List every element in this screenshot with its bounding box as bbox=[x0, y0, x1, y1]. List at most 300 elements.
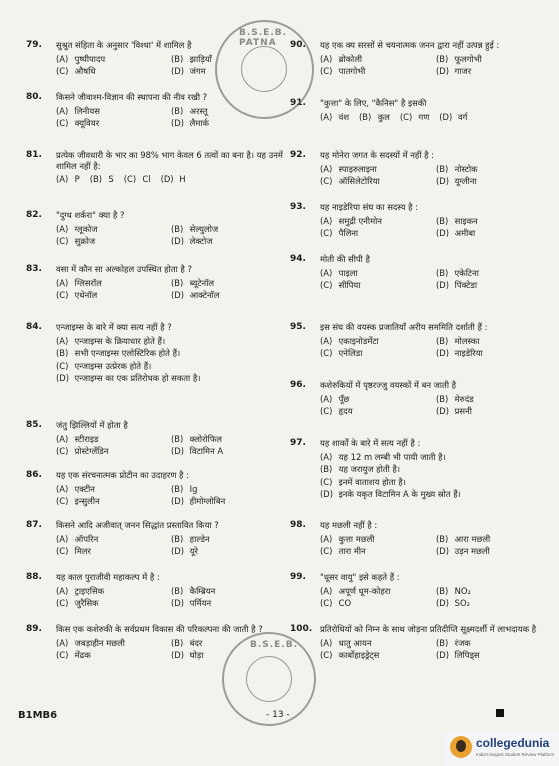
question-number: 91. bbox=[290, 98, 306, 108]
option-item bbox=[161, 174, 186, 185]
option-item bbox=[320, 268, 436, 279]
option-text: आक्टेनॉल bbox=[189, 290, 220, 300]
option-text: पूँछ bbox=[338, 393, 350, 404]
options-list bbox=[56, 484, 286, 507]
question-text: प्रतिरोधियों को निम्न के साथ जोड़ना प्रतिदीप्ति सूक्ष्मदर्शी में लाभदायक है bbox=[320, 624, 537, 634]
question-number: 80. bbox=[26, 92, 42, 102]
option-letter: (C) bbox=[320, 546, 333, 556]
option-item bbox=[436, 54, 552, 65]
option-letter: (D) bbox=[171, 598, 184, 608]
option-text: धातु आयन bbox=[338, 637, 372, 648]
option-text: क्लोरोफिल bbox=[189, 433, 222, 444]
option-text: हीमोग्लोबिन bbox=[189, 496, 226, 506]
option-item bbox=[171, 118, 286, 129]
option-letter: (C) bbox=[56, 496, 69, 506]
option-letter: (D) bbox=[436, 176, 449, 186]
option-item bbox=[56, 496, 171, 507]
option-item bbox=[320, 216, 436, 227]
option-letter: (C) bbox=[56, 236, 69, 246]
option-text: H bbox=[179, 174, 186, 184]
question-body bbox=[320, 322, 552, 359]
option-text: हृदय bbox=[338, 406, 353, 416]
question-body bbox=[56, 420, 286, 457]
option-item bbox=[320, 228, 436, 239]
graduate-icon bbox=[450, 736, 472, 758]
question-text: यह काल पुराजीवी महाकल्प में है : bbox=[56, 572, 160, 582]
option-text: आरा मछली bbox=[454, 533, 491, 544]
question-body bbox=[56, 150, 286, 185]
option-text: यह 12 m लम्बी भी पायी जाती है। bbox=[338, 451, 446, 462]
question-number: 84. bbox=[26, 322, 42, 332]
option-letter: (B) bbox=[320, 464, 333, 474]
option-text: वंश bbox=[338, 111, 350, 122]
option-item bbox=[171, 236, 286, 247]
option-item bbox=[56, 224, 171, 235]
option-text: इनमें वाताशय होता है। bbox=[338, 476, 406, 487]
option-letter: (C) bbox=[56, 446, 69, 456]
option-letter: (B) bbox=[436, 585, 449, 596]
option-text: लिपिड्स bbox=[454, 650, 480, 660]
options-list bbox=[56, 534, 286, 557]
option-text: रंजक bbox=[454, 637, 471, 648]
question-body bbox=[320, 520, 552, 557]
option-text: मिलर bbox=[74, 546, 91, 556]
option-letter: (B) bbox=[171, 483, 184, 494]
option-text: यूरे bbox=[189, 546, 198, 556]
option-letter: (B) bbox=[436, 393, 449, 404]
option-item bbox=[56, 54, 171, 65]
option-item bbox=[436, 66, 552, 77]
option-text: NO₂ bbox=[454, 585, 471, 596]
option-letter: (D) bbox=[171, 66, 184, 76]
option-letter: (B) bbox=[436, 53, 449, 64]
option-text: एन्जाइम्स के क्रियाधार होते हैं। bbox=[74, 335, 166, 346]
question-item bbox=[290, 438, 552, 500]
option-letter: (B) bbox=[359, 111, 372, 122]
question-text: यह मछली नहीं है : bbox=[320, 520, 378, 530]
question-item bbox=[290, 520, 552, 557]
square-mark-icon bbox=[496, 709, 504, 717]
option-item bbox=[56, 290, 171, 301]
option-letter: (A) bbox=[320, 215, 333, 226]
question-text: मोती की सीपी है bbox=[320, 254, 370, 264]
option-letter: (C) bbox=[399, 111, 413, 122]
option-letter: (C) bbox=[56, 546, 69, 556]
question-item bbox=[290, 572, 552, 609]
option-letter: (A) bbox=[320, 533, 333, 544]
option-letter: (D) bbox=[320, 489, 333, 499]
option-item bbox=[436, 638, 552, 649]
options-list bbox=[320, 164, 552, 187]
options-list bbox=[320, 534, 552, 557]
option-text: ग्लूकोज bbox=[74, 223, 98, 234]
option-text: स्टीराइड bbox=[74, 433, 99, 444]
option-text: साइकन bbox=[454, 215, 478, 226]
option-letter: (D) bbox=[436, 228, 449, 238]
question-text: "कुत्ता" के लिए, "कैनिस" है इसकी bbox=[320, 98, 427, 108]
question-body bbox=[56, 322, 286, 384]
option-letter: (D) bbox=[436, 546, 449, 556]
option-text: औषधि bbox=[74, 66, 96, 76]
option-text: ग्लिसरॉल bbox=[74, 277, 102, 288]
option-letter: (D) bbox=[171, 496, 184, 506]
option-letter: (B) bbox=[171, 637, 184, 648]
question-item bbox=[26, 322, 286, 384]
option-item bbox=[320, 54, 436, 65]
question-text: "दुग्ध शर्करा" क्या है ? bbox=[56, 210, 125, 220]
option-text: लिनीयस bbox=[74, 105, 100, 116]
question-number: 83. bbox=[26, 264, 42, 274]
option-item bbox=[436, 280, 552, 291]
question-body bbox=[320, 98, 552, 122]
option-text: ब्रोकोली bbox=[338, 53, 363, 64]
option-text: वर्ग bbox=[457, 111, 468, 122]
option-letter: (C) bbox=[123, 174, 137, 184]
question-item bbox=[26, 420, 286, 457]
question-text: किसने जीवाश्म-विज्ञान की स्थापना की नीव रखी ? bbox=[56, 92, 208, 102]
option-item bbox=[56, 373, 286, 384]
stamp-text-bottom: B.S.E.B. bbox=[250, 640, 299, 650]
question-number: 90. bbox=[290, 40, 306, 50]
question-number: 100. bbox=[290, 624, 313, 634]
option-item bbox=[171, 278, 286, 289]
option-letter: (B) bbox=[171, 585, 184, 596]
question-body bbox=[56, 572, 286, 609]
question-item bbox=[290, 380, 552, 417]
question-text: यह शार्कों के बारे में सत्य नहीं है : bbox=[320, 438, 421, 448]
option-letter: (A) bbox=[56, 533, 69, 544]
options-list bbox=[56, 224, 286, 247]
question-item bbox=[26, 264, 286, 301]
option-item bbox=[400, 112, 429, 123]
option-item bbox=[320, 477, 552, 488]
option-item bbox=[436, 176, 552, 187]
option-letter: (D) bbox=[436, 406, 449, 416]
option-item bbox=[320, 489, 552, 500]
options-list bbox=[56, 336, 286, 384]
question-text: "धूसर वायु" इसे कहते हैं : bbox=[320, 572, 400, 582]
option-letter: (D) bbox=[171, 650, 184, 660]
option-letter: (A) bbox=[320, 267, 333, 278]
option-item bbox=[320, 112, 349, 123]
option-letter: (D) bbox=[436, 650, 449, 660]
question-item bbox=[290, 254, 552, 291]
question-number: 88. bbox=[26, 572, 42, 582]
option-letter: (C) bbox=[320, 280, 333, 290]
option-text: एन्जाइम्स का एक प्रतिरोधक हो सकता है। bbox=[74, 373, 201, 383]
option-letter: (C) bbox=[56, 650, 69, 660]
option-letter: (D) bbox=[56, 373, 69, 383]
question-item bbox=[290, 40, 552, 77]
collegedunia-logo bbox=[444, 730, 559, 766]
question-item bbox=[290, 624, 552, 661]
question-body bbox=[320, 254, 552, 291]
option-letter: (A) bbox=[320, 335, 333, 346]
question-body bbox=[320, 572, 552, 609]
question-text: एन्जाइम्स के बारे में क्या सत्य नहीं है ? bbox=[56, 322, 172, 332]
option-letter: (B) bbox=[171, 223, 184, 234]
question-number: 79. bbox=[26, 40, 42, 50]
option-letter: (D) bbox=[160, 174, 174, 184]
option-item bbox=[56, 348, 286, 359]
option-letter: (C) bbox=[320, 66, 333, 76]
option-text: Ig bbox=[189, 483, 198, 494]
option-text: ऑपरिन bbox=[74, 533, 99, 544]
option-text: मेरुदंड bbox=[454, 393, 474, 404]
option-letter: (C) bbox=[320, 228, 333, 238]
option-letter: (C) bbox=[56, 290, 69, 300]
option-item bbox=[56, 586, 171, 597]
option-item bbox=[436, 650, 552, 661]
question-number: 99. bbox=[290, 572, 306, 582]
option-item bbox=[171, 598, 286, 609]
question-number: 89. bbox=[26, 624, 42, 634]
option-item bbox=[171, 496, 286, 507]
option-letter: (C) bbox=[320, 176, 333, 186]
options-list bbox=[320, 394, 552, 417]
option-item bbox=[171, 446, 286, 457]
option-item bbox=[436, 228, 552, 239]
option-text: यह जरायुज होती है। bbox=[338, 464, 401, 474]
option-letter: (A) bbox=[56, 174, 69, 184]
option-text: सीपिया bbox=[338, 280, 361, 290]
option-letter: (D) bbox=[436, 348, 449, 358]
options-list bbox=[320, 216, 552, 239]
options-list bbox=[320, 638, 552, 661]
option-letter: (B) bbox=[171, 277, 184, 288]
option-text: स्पाइरुलाइना bbox=[338, 163, 377, 174]
option-letter: (A) bbox=[320, 53, 333, 64]
option-text: समुद्री एनीमोन bbox=[338, 215, 382, 226]
option-letter: (B) bbox=[56, 348, 69, 358]
option-item bbox=[56, 446, 171, 457]
option-letter: (C) bbox=[56, 598, 69, 608]
option-letter: (A) bbox=[56, 53, 69, 64]
option-item bbox=[320, 650, 436, 661]
option-item bbox=[320, 336, 436, 347]
option-text: प्रोस्टेग्लेंडिन bbox=[74, 446, 109, 456]
option-item bbox=[436, 268, 552, 279]
option-text: प्रसनी bbox=[454, 406, 472, 416]
option-item bbox=[171, 290, 286, 301]
option-text: P bbox=[74, 174, 80, 184]
option-item bbox=[56, 336, 286, 347]
question-body bbox=[320, 150, 552, 187]
option-text: लैमार्क bbox=[189, 118, 209, 128]
option-text: एकाइनोडर्मेटा bbox=[338, 335, 379, 346]
option-item bbox=[171, 534, 286, 545]
option-item bbox=[171, 484, 286, 495]
option-text: क्यूवियर bbox=[74, 118, 100, 128]
option-text: पिंक्टेडा bbox=[454, 280, 478, 290]
question-item bbox=[290, 322, 552, 359]
option-text: SO₂ bbox=[454, 598, 470, 608]
question-text: किसने आदि अजीवात् जनन सिद्धांत प्रस्तावित किया ? bbox=[56, 520, 219, 530]
question-text: जंतु झिल्लियों में होता है bbox=[56, 420, 128, 430]
question-number: 95. bbox=[290, 322, 306, 332]
option-text: यूग्लीना bbox=[454, 176, 477, 186]
option-item bbox=[436, 164, 552, 175]
option-item bbox=[320, 464, 552, 475]
question-body bbox=[320, 438, 552, 500]
option-text: पुष्पीपादप bbox=[74, 53, 106, 64]
option-letter: (B) bbox=[436, 267, 449, 278]
option-text: इन्सुलीन bbox=[74, 496, 100, 506]
option-item bbox=[436, 406, 552, 417]
option-letter: (B) bbox=[436, 335, 449, 346]
options-list bbox=[320, 452, 552, 500]
option-text: पाइला bbox=[338, 267, 358, 278]
question-body bbox=[56, 210, 286, 247]
option-text: पर्मियन bbox=[189, 598, 212, 608]
option-item bbox=[56, 546, 171, 557]
option-letter: (D) bbox=[436, 280, 449, 290]
question-item bbox=[290, 202, 552, 239]
option-item bbox=[171, 586, 286, 597]
option-item bbox=[124, 174, 151, 185]
option-letter: (A) bbox=[320, 637, 333, 648]
option-text: अरस्तू bbox=[189, 105, 208, 116]
option-text: हाल्डेन bbox=[189, 533, 210, 544]
option-text: अपूर्ण धूम-कोहरा bbox=[338, 585, 391, 596]
option-letter: (C) bbox=[320, 476, 333, 487]
question-item bbox=[26, 470, 286, 507]
option-letter: (B) bbox=[171, 105, 184, 116]
question-number: 82. bbox=[26, 210, 42, 220]
logo-tagline: India's largest Student Review Platform bbox=[476, 752, 555, 757]
option-letter: (A) bbox=[320, 111, 333, 122]
option-letter: (A) bbox=[320, 163, 333, 174]
option-item bbox=[56, 361, 286, 372]
option-letter: (B) bbox=[436, 533, 449, 544]
option-text: नाइडेरिया bbox=[454, 348, 483, 358]
option-letter: (C) bbox=[56, 66, 69, 76]
question-text: प्रत्येक जीवधारी के भार का 98% भाग केवल 6 तत्वों का बना है। यह उनमें शामिल नहीं है: bbox=[56, 150, 283, 171]
option-text: सभी एन्जाइम्स एलोस्टिरिक होते हैं। bbox=[74, 348, 181, 358]
question-item bbox=[26, 520, 286, 557]
option-letter: (A) bbox=[56, 223, 69, 234]
option-item bbox=[436, 534, 552, 545]
options-list bbox=[56, 278, 286, 301]
question-number: 93. bbox=[290, 202, 306, 212]
option-letter: (B) bbox=[171, 433, 184, 444]
question-body bbox=[56, 470, 286, 507]
option-item bbox=[436, 348, 552, 359]
option-letter: (B) bbox=[436, 215, 449, 226]
page-number: - 13 - bbox=[266, 710, 290, 720]
option-item bbox=[56, 650, 171, 661]
option-item bbox=[436, 586, 552, 597]
option-item bbox=[436, 336, 552, 347]
option-item bbox=[320, 534, 436, 545]
option-item bbox=[439, 112, 467, 123]
option-item bbox=[436, 216, 552, 227]
question-body bbox=[320, 202, 552, 239]
option-letter: (B) bbox=[171, 533, 184, 544]
option-item bbox=[320, 164, 436, 175]
option-item bbox=[56, 534, 171, 545]
option-letter: (A) bbox=[56, 585, 69, 596]
question-number: 86. bbox=[26, 470, 42, 480]
question-text: यह एक संरचनात्मक प्रोटीन का उदाहरण है : bbox=[56, 470, 189, 480]
question-body bbox=[56, 264, 286, 301]
option-item bbox=[56, 174, 80, 185]
option-text: उड़न मछली bbox=[454, 546, 490, 556]
option-item bbox=[56, 106, 171, 117]
option-text: सेल्युलोज bbox=[189, 223, 219, 234]
option-letter: (C) bbox=[320, 650, 333, 660]
option-text: लेक्टोज bbox=[189, 236, 213, 246]
option-letter: (C) bbox=[56, 118, 69, 128]
option-letter: (A) bbox=[56, 277, 69, 288]
option-item bbox=[320, 176, 436, 187]
option-letter: (D) bbox=[171, 236, 184, 246]
option-text: एकेटिना bbox=[454, 267, 479, 278]
option-text: Cl bbox=[142, 174, 151, 184]
option-text: कार्बोहाइड्रेट्स bbox=[338, 650, 380, 660]
option-letter: (B) bbox=[436, 163, 449, 174]
question-body bbox=[320, 40, 552, 77]
options-list bbox=[56, 174, 286, 185]
option-text: S bbox=[108, 174, 114, 184]
option-item bbox=[320, 598, 436, 609]
question-number: 81. bbox=[26, 150, 42, 160]
option-text: कैम्ब्रियन bbox=[189, 585, 216, 596]
option-text: ट्राइएसिक bbox=[74, 585, 105, 596]
question-number: 94. bbox=[290, 254, 306, 264]
option-letter: (D) bbox=[439, 111, 453, 122]
option-item bbox=[320, 348, 436, 359]
option-text: बंदर bbox=[189, 637, 203, 648]
question-number: 96. bbox=[290, 380, 306, 390]
question-text: इस संघ की वयस्क प्रजातियाँ अरीय सममिति दर्शाती हैं : bbox=[320, 322, 488, 332]
option-item bbox=[436, 394, 552, 405]
option-text: नोस्टोक bbox=[454, 163, 478, 174]
options-list bbox=[320, 586, 552, 609]
option-item bbox=[320, 638, 436, 649]
option-item bbox=[171, 224, 286, 235]
option-letter: (A) bbox=[320, 451, 333, 462]
options-list bbox=[320, 112, 552, 123]
option-letter: (B) bbox=[436, 637, 449, 648]
option-item bbox=[359, 112, 390, 123]
option-text: गण bbox=[418, 111, 430, 122]
question-text: यह मोनेरा जगत के सदस्यों में नहीं है : bbox=[320, 150, 435, 160]
option-item bbox=[320, 452, 552, 463]
option-text: गाजर bbox=[454, 66, 472, 76]
option-letter: (B) bbox=[171, 53, 184, 64]
option-item bbox=[171, 546, 286, 557]
option-item bbox=[90, 174, 114, 185]
options-list bbox=[320, 336, 552, 359]
option-letter: (A) bbox=[56, 637, 69, 648]
option-item bbox=[56, 278, 171, 289]
option-item bbox=[320, 394, 436, 405]
option-text: इनके यकृत विटामिन A के मुख्य स्रोत हैं। bbox=[338, 489, 461, 499]
option-text: जबड़ाहीन मछली bbox=[74, 637, 125, 648]
question-text: यह एक क्य सरसों से चयनात्मक जनन द्वारा नहीं उत्पन्न हुई : bbox=[320, 40, 500, 50]
question-text: वसा में कौन सा अल्कोहल उपस्थित होता है ? bbox=[56, 264, 192, 274]
options-list bbox=[320, 268, 552, 291]
option-text: सुक्रोज bbox=[74, 236, 96, 246]
option-item bbox=[56, 434, 171, 445]
option-text: पातगोभी bbox=[338, 66, 366, 76]
option-item bbox=[320, 586, 436, 597]
board-stamp-top bbox=[215, 20, 314, 119]
question-number: 92. bbox=[290, 150, 306, 160]
option-text: पैलिना bbox=[338, 228, 359, 238]
stamp-text-top: B.S.E.B. PATNA bbox=[239, 28, 288, 48]
